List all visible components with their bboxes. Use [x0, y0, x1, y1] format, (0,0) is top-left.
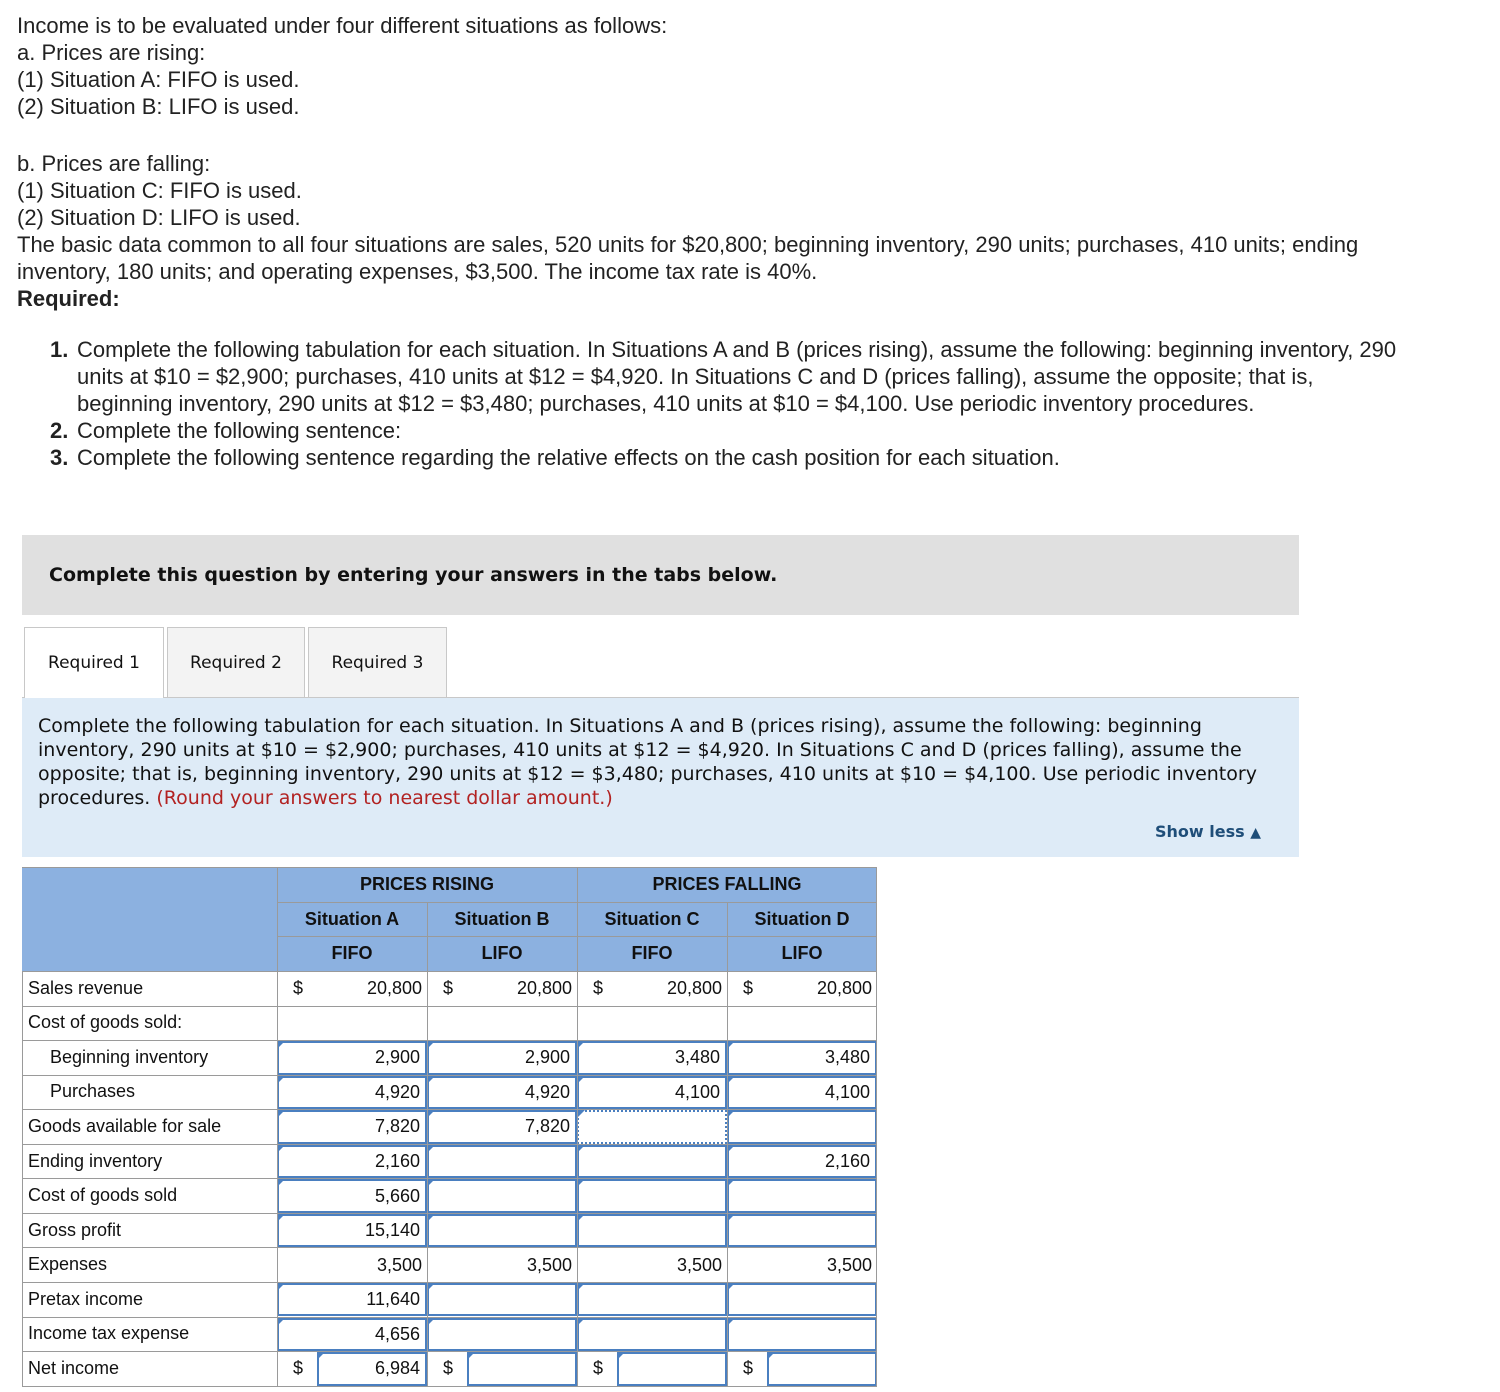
input-flag-icon: [427, 1076, 435, 1084]
answer-input[interactable]: [727, 1318, 877, 1352]
header-method: LIFO: [781, 943, 823, 963]
header-prices-falling: PRICES FALLING: [652, 874, 802, 894]
answer-input[interactable]: [767, 1352, 877, 1386]
header-situation: Situation D: [754, 908, 850, 929]
currency-symbol: $: [743, 1357, 754, 1378]
value-cell: 20,800: [816, 978, 872, 999]
answer-input[interactable]: [577, 1145, 727, 1179]
input-flag-icon: [727, 1110, 735, 1118]
row-label: Sales revenue: [28, 977, 144, 998]
input-flag-icon: [727, 1318, 735, 1326]
intro-line: (1) Situation C: FIFO is used.: [17, 178, 302, 203]
intro-line: b. Prices are falling:: [17, 151, 211, 176]
answer-input[interactable]: 7,820: [427, 1110, 577, 1144]
answer-input[interactable]: 3,480: [577, 1041, 727, 1075]
answer-input[interactable]: 15,140: [277, 1214, 427, 1248]
value-cell: 3,500: [676, 1254, 722, 1275]
answer-input[interactable]: [577, 1110, 727, 1144]
header-method: FIFO: [331, 943, 373, 963]
answer-input[interactable]: [427, 1283, 577, 1317]
currency-symbol: $: [593, 1357, 604, 1378]
input-flag-icon: [277, 1041, 285, 1049]
value-cell: 20,800: [666, 978, 722, 999]
row-label: Purchases: [50, 1081, 136, 1102]
input-flag-icon: [767, 1352, 775, 1360]
header-situation: Situation C: [604, 908, 700, 929]
input-flag-icon: [277, 1283, 285, 1291]
value-cell: [427, 1007, 577, 1041]
input-flag-icon: [277, 1214, 285, 1222]
answer-input[interactable]: [577, 1283, 727, 1317]
input-flag-icon: [577, 1214, 585, 1222]
caret-up-icon: ▲: [1250, 825, 1261, 841]
currency-symbol: $: [293, 977, 304, 998]
tab-required-1[interactable]: Required 1: [24, 627, 164, 698]
answer-input[interactable]: [577, 1214, 727, 1248]
answer-input[interactable]: 11,640: [277, 1283, 427, 1317]
income-tabulation-table: [22, 867, 877, 1386]
answer-input[interactable]: [727, 1110, 877, 1144]
input-flag-icon: [277, 1076, 285, 1084]
currency-symbol: $: [443, 977, 454, 998]
input-flag-icon: [427, 1179, 435, 1187]
answer-input[interactable]: 2,160: [277, 1145, 427, 1179]
grid-line: [577, 971, 578, 1386]
value-cell: [577, 1007, 727, 1041]
input-flag-icon: [617, 1352, 625, 1360]
input-flag-icon: [727, 1076, 735, 1084]
answer-input[interactable]: 4,100: [727, 1076, 877, 1110]
tab-required-3[interactable]: Required 3: [308, 627, 447, 697]
input-flag-icon: [277, 1110, 285, 1118]
requirement-text: Complete the following sentence:: [77, 418, 402, 443]
row-label: Income tax expense: [28, 1323, 190, 1344]
grid-line: [22, 971, 23, 1386]
input-flag-icon: [577, 1145, 585, 1153]
intro-line: a. Prices are rising:: [17, 40, 206, 65]
input-flag-icon: [467, 1352, 475, 1360]
requirement-number: 1.: [50, 337, 69, 362]
answer-input[interactable]: [467, 1352, 577, 1386]
value-cell: 3,500: [376, 1254, 422, 1275]
row-label: Cost of goods sold:: [28, 1012, 183, 1033]
header-prices-rising: PRICES RISING: [359, 874, 495, 894]
input-flag-icon: [427, 1145, 435, 1153]
input-flag-icon: [427, 1318, 435, 1326]
value-cell: 20,800: [366, 978, 422, 999]
header-method: LIFO: [481, 943, 523, 963]
instructions-banner: Complete this question by entering your answers in the tabs below.: [22, 535, 1299, 615]
answer-input[interactable]: 3,480: [727, 1041, 877, 1075]
grid-line: [427, 971, 428, 1386]
requirement-text: Complete the following sentence regarding the relative effects on the cash position for each situation.: [77, 445, 1060, 470]
requirement-text: Complete the following tabulation for each situation. In Situations A and B (prices rising), assume the following: beginning inventory, 290 units at $10 = $2,900; purchases, 410 units at $12 = $4,920. In Situations C and D (prices falling), assume the opposite; that is, beginning inventory, 290 units at $12 = $3,480; purchases, 410 units at $10 = $4,100. Use periodic inventory procedures.: [77, 337, 1397, 416]
input-flag-icon: [727, 1179, 735, 1187]
tab-required-2[interactable]: Required 2: [167, 627, 305, 697]
input-flag-icon: [577, 1041, 585, 1049]
currency-symbol: $: [443, 1357, 454, 1378]
answer-input[interactable]: 5,660: [277, 1179, 427, 1213]
answer-input[interactable]: 4,920: [277, 1076, 427, 1110]
answer-input[interactable]: [577, 1318, 727, 1352]
answer-input[interactable]: [577, 1179, 727, 1213]
show-less-link[interactable]: [1155, 820, 1261, 845]
input-flag-icon: [577, 1318, 585, 1326]
answer-input[interactable]: [727, 1179, 877, 1213]
value-cell: 3,500: [526, 1254, 572, 1275]
row-label: Gross profit: [28, 1219, 122, 1240]
row-label: Ending inventory: [28, 1150, 163, 1171]
value-cell: 3,500: [826, 1254, 872, 1275]
input-flag-icon: [427, 1214, 435, 1222]
answer-input[interactable]: 2,900: [277, 1041, 427, 1075]
row-label: Net income: [28, 1357, 120, 1378]
show-less-label: Show less: [1155, 822, 1245, 841]
answer-input[interactable]: 7,820: [277, 1110, 427, 1144]
intro-line: The basic data common to all four situations are sales, 520 units for $20,800; beginning inventory, 290 units; purchases, 410 units; ending inventory, 180 units; and operating expenses, $3,500. The income tax rate is 40%.: [17, 232, 1359, 284]
requirement-item: [50, 444, 1410, 471]
header-situation: Situation A: [304, 908, 400, 929]
requirement-number: 3.: [50, 445, 69, 470]
input-flag-icon: [577, 1076, 585, 1084]
input-flag-icon: [727, 1145, 735, 1153]
answer-input[interactable]: [727, 1283, 877, 1317]
intro-line: (2) Situation B: LIFO is used.: [17, 94, 300, 119]
input-flag-icon: [427, 1283, 435, 1291]
requirements-list: [50, 336, 1410, 471]
input-flag-icon: [277, 1318, 285, 1326]
instructions-text: Complete the following tabulation for each situation. In Situations A and B (prices rising), assume the following: beginning inventory, 290 units at $10 = $2,900; purchases, 410 units at $12 = $4,920. In Situations C and D (prices falling), assume the opposite; that is, beginning inventory, 290 units at $12 = $3,480; purchases, 410 units at $10 = $4,100. Use periodic inventory procedures.: [38, 715, 1257, 809]
input-flag-icon: [427, 1110, 435, 1118]
row-label: Pretax income: [28, 1288, 144, 1309]
answer-input[interactable]: 2,160: [727, 1145, 877, 1179]
intro-line: Income is to be evaluated under four different situations as follows:: [17, 13, 668, 38]
answer-input[interactable]: [427, 1145, 577, 1179]
rounding-note: (Round your answers to nearest dollar amount.): [156, 787, 613, 809]
required-heading: Required:: [17, 286, 120, 311]
row-label: Goods available for sale: [28, 1115, 222, 1136]
answer-input[interactable]: [727, 1214, 877, 1248]
requirement-number: 2.: [50, 418, 69, 443]
input-flag-icon: [577, 1283, 585, 1291]
row-label: Cost of goods sold: [28, 1185, 178, 1206]
input-flag-icon: [727, 1283, 735, 1291]
value-cell: 20,800: [516, 978, 572, 999]
currency-symbol: $: [743, 977, 754, 998]
tab-instructions: [22, 698, 1299, 857]
answer-input[interactable]: [617, 1352, 727, 1386]
row-label: Beginning inventory: [50, 1046, 209, 1067]
input-flag-icon: [317, 1352, 325, 1360]
answer-input[interactable]: 6,984: [317, 1352, 427, 1386]
grid-line: [727, 971, 728, 1386]
answer-input[interactable]: [427, 1214, 577, 1248]
grid-line: [277, 971, 278, 1386]
currency-symbol: $: [293, 1357, 304, 1378]
input-flag-icon: [577, 1110, 585, 1118]
row-label: Expenses: [28, 1254, 108, 1275]
value-cell: [277, 1007, 427, 1041]
answer-input[interactable]: 4,100: [577, 1076, 727, 1110]
header-method: FIFO: [631, 943, 673, 963]
requirement-item: [50, 417, 1410, 444]
header-situation: Situation B: [454, 908, 550, 929]
answer-input[interactable]: [427, 1318, 577, 1352]
input-flag-icon: [277, 1179, 285, 1187]
grid-line: [876, 971, 877, 1386]
input-flag-icon: [727, 1214, 735, 1222]
grid-line: [22, 1386, 877, 1387]
input-flag-icon: [727, 1041, 735, 1049]
intro-line: (1) Situation A: FIFO is used.: [17, 67, 300, 92]
answer-input[interactable]: 2,900: [427, 1041, 577, 1075]
input-flag-icon: [577, 1179, 585, 1187]
answer-input[interactable]: 4,656: [277, 1318, 427, 1352]
answer-input[interactable]: 4,920: [427, 1076, 577, 1110]
answer-input[interactable]: [427, 1179, 577, 1213]
requirement-item: [50, 336, 1410, 417]
input-flag-icon: [427, 1041, 435, 1049]
value-cell: [727, 1007, 877, 1041]
intro-line: (2) Situation D: LIFO is used.: [17, 205, 301, 230]
input-flag-icon: [277, 1145, 285, 1153]
currency-symbol: $: [593, 977, 604, 998]
problem-intro: [17, 12, 1457, 312]
